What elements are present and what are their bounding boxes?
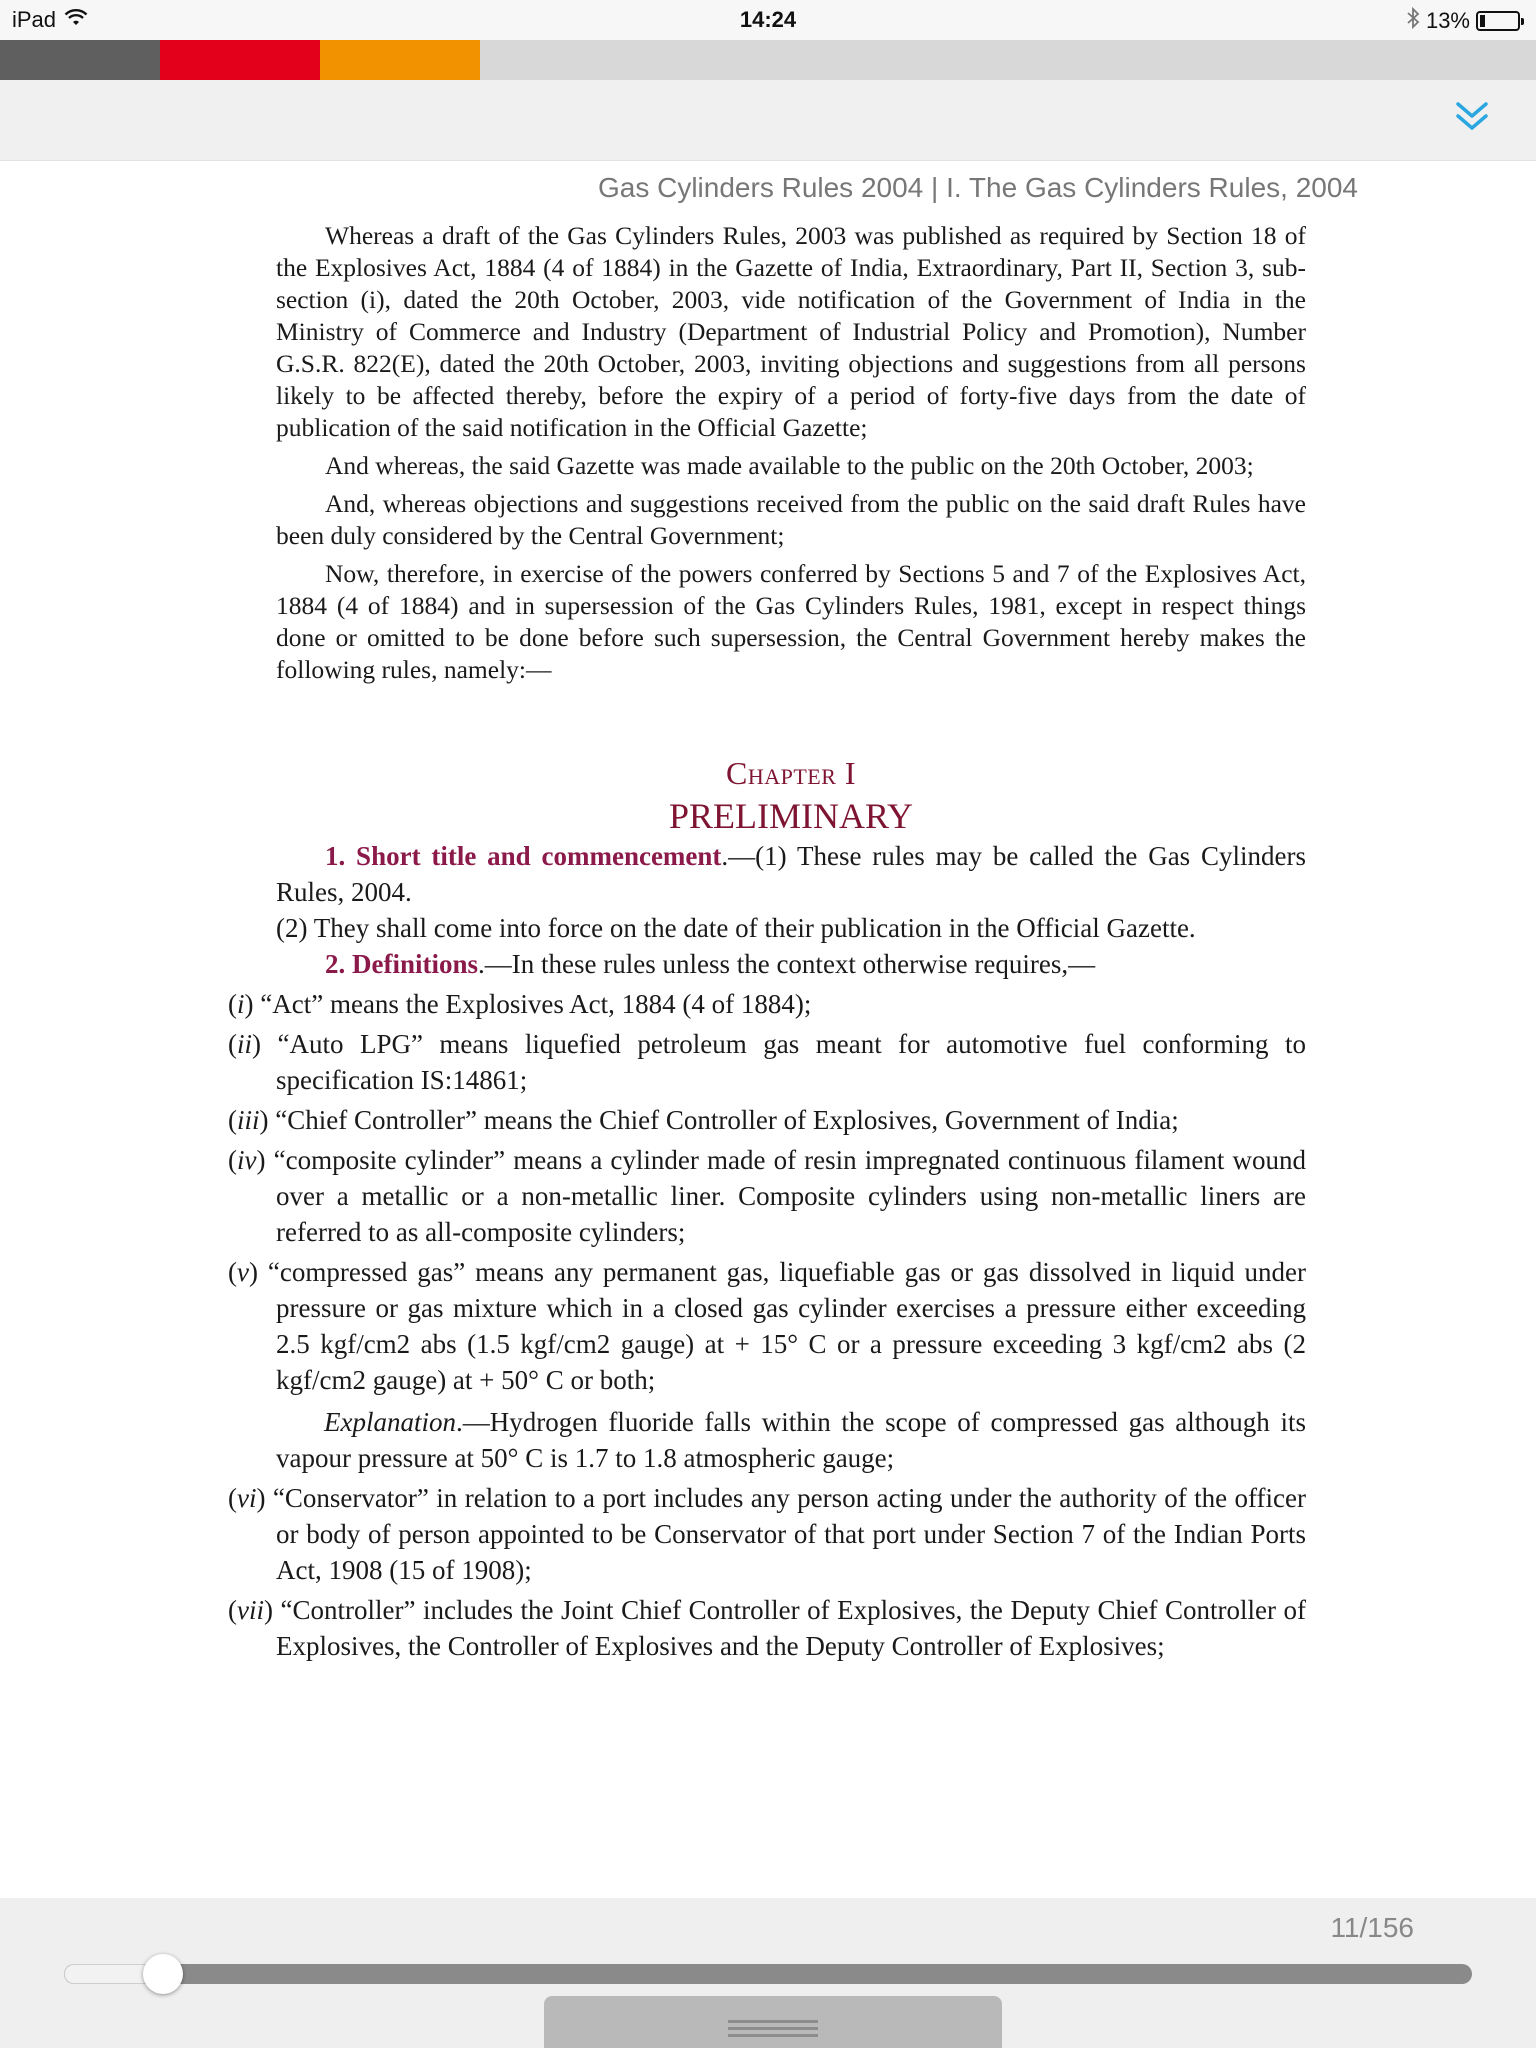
rule-1-text: .—(1) These rules may be called the Gas Cylinders Rules, 2004. bbox=[276, 841, 1306, 907]
chapter-label: Chapter I bbox=[725, 755, 857, 791]
definition-text: “Auto LPG” means liquefied petroleum gas meant for automotive fuel conforming to specification IS:14861; bbox=[261, 1029, 1306, 1095]
page-slider-thumb[interactable] bbox=[143, 1954, 183, 1994]
rule-2-text: .—In these rules unless the context otherwise requires,— bbox=[478, 949, 1096, 979]
definition-item: (iv) “composite cylinder” means a cylinder made of resin impregnated continuous filament wound over a metallic or a non-metallic liner. Composite cylinders using non-metallic liners are referred to as all-composite cylinders; bbox=[228, 1145, 1306, 1247]
chapter-title: PRELIMINARY bbox=[668, 796, 914, 836]
preamble-paragraph-1: Whereas a draft of the Gas Cylinders Rules, 2003 was published as required by Section 18 of the Explosives Act, 1884 (4 of 1884) in the Gazette of India, Extraordinary, Part II, Section 3, sub-section (i), dated the 20th October, 2003, vide notification of the Government of India in the Ministry of Commerce and Industry (Department of Industrial Policy and Promotion), Number G.S.R. 822(E), dated the 20th October, 2003, inviting objections and suggestions from all persons likely to be affected thereby, before the expiry of a period of forty-five days from the date of publication of the said notification in the Official Gazette; bbox=[276, 221, 1306, 442]
definition-text: “Conservator” in relation to a port includes any person acting under the authority of the officer or body of person appointed to be Conservator of that port under Section 7 of the Indian Ports Act, 1908 (15 of 1908); bbox=[265, 1483, 1306, 1585]
strip-segment-gray bbox=[0, 40, 160, 80]
battery-level bbox=[1480, 15, 1485, 27]
grip-line bbox=[728, 2020, 818, 2023]
definition-text: “compressed gas” means any permanent gas, liquefiable gas or gas dissolved in liquid under pressure or gas mixture which in a closed gas cylinder exercises a pressure either exceeding 2.5 kgf/cm2 abs (1.5 kgf/cm2 gauge) at + 15° C or a pressure exceeding 3 kgf/cm2 abs (2 kgf/cm2 gauge) at + 50° C or both; bbox=[257, 1257, 1306, 1395]
drawer-handle[interactable] bbox=[544, 1996, 1002, 2048]
battery-percent: 13% bbox=[1425, 8, 1470, 33]
strip-segment-orange bbox=[320, 40, 480, 80]
definition-item: (vi) “Conservator” in relation to a port includes any person acting under the authority of the officer or body of person appointed to be Conservator of that port under Section 7 of the Indian Ports Act, 1908 (15 of 1908); bbox=[228, 1483, 1306, 1585]
bluetooth-icon bbox=[1406, 7, 1420, 35]
page-indicator: 11/156 bbox=[1330, 1912, 1414, 1943]
definition-number: ii bbox=[237, 1029, 253, 1059]
rule-1-subsection-2: (2) They shall come into force on the date of their publication in the Official Gazette. bbox=[276, 913, 1196, 943]
rule-1-title: 1. Short title and commencement bbox=[325, 841, 722, 871]
definition-text: “composite cylinder” means a cylinder made of resin impregnated continuous filament wound over a metallic or a non-metallic liner. Composite cylinders using non-metallic liners are referred to as all-composite cylinders; bbox=[265, 1145, 1306, 1247]
strip-segment-red bbox=[160, 40, 320, 80]
double-chevron-down-icon[interactable] bbox=[1448, 92, 1496, 140]
definition-number: v bbox=[237, 1257, 249, 1287]
grip-line bbox=[728, 2027, 818, 2030]
rule-2 bbox=[276, 946, 1306, 982]
rule-2-title: 2. Definitions bbox=[325, 949, 479, 979]
definition-text: “Controller” includes the Joint Chief Controller of Explosives, the Deputy Chief Controller of Explosives, the Controller of Explosives and the Deputy Controller of Explosives; bbox=[273, 1595, 1306, 1661]
rule-1 bbox=[276, 838, 1306, 910]
definition-item: (ii) “Auto LPG” means liquefied petroleum gas meant for automotive fuel conforming to specification IS:14861; bbox=[228, 1029, 1306, 1095]
definition-number: vi bbox=[237, 1483, 257, 1513]
definition-item: (i) “Act” means the Explosives Act, 1884 (4 of 1884); bbox=[228, 989, 812, 1019]
reader-toolbar bbox=[0, 80, 1536, 161]
device-name: iPad bbox=[12, 7, 57, 32]
definition-number: iii bbox=[237, 1105, 260, 1135]
explanation-text: .—Hydrogen fluoride falls within the scope of compressed gas although its vapour pressure at 50° C is 1.7 to 1.8 atmospheric gauge; bbox=[276, 1407, 1306, 1473]
definition-item: (vii) “Controller” includes the Joint Chief Controller of Explosives, the Deputy Chief Controller of Explosives, the Controller of Explosives and the Deputy Controller of Explosives; bbox=[228, 1595, 1306, 1661]
status-bar bbox=[0, 0, 1536, 40]
book-color-strip bbox=[0, 40, 1536, 80]
battery-icon bbox=[1476, 11, 1520, 31]
definition-number: vii bbox=[237, 1595, 264, 1625]
definition-item: (iii) “Chief Controller” means the Chief Controller of Explosives, Government of India; bbox=[228, 1105, 1179, 1135]
definition-text: “Chief Controller” means the Chief Controller of Explosives, Government of India; bbox=[268, 1105, 1179, 1135]
explanation bbox=[276, 1404, 1306, 1476]
preamble-paragraph-3: And, whereas objections and suggestions received from the public on the said draft Rules have been duly considered by the Central Government; bbox=[276, 489, 1306, 550]
definition-item: (v) “compressed gas” means any permanent gas, liquefiable gas or gas dissolved in liquid under pressure or gas mixture which in a closed gas cylinder exercises a pressure either exceeding 2.5 kgf/cm2 abs (1.5 kgf/cm2 gauge) at + 15° C or a pressure exceeding 3 kgf/cm2 abs (2 kgf/cm2 gauge) at + 50° C or both; bbox=[228, 1257, 1306, 1395]
definition-number: iv bbox=[237, 1145, 257, 1175]
chapter-heading bbox=[276, 752, 1306, 838]
grip-line bbox=[728, 2034, 818, 2037]
page-slider[interactable] bbox=[64, 1964, 1472, 1984]
status-right bbox=[1406, 7, 1520, 35]
document-content bbox=[228, 220, 1306, 1664]
definition-text: “Act” means the Explosives Act, 1884 (4 of 1884); bbox=[253, 989, 812, 1019]
definition-number: i bbox=[237, 989, 245, 1019]
preamble-paragraph-4: Now, therefore, in exercise of the powers conferred by Sections 5 and 7 of the Explosives Act, 1884 (4 of 1884) and in supersession of the Gas Cylinders Rules, 1981, except in respect things done or omitted to be done before such supersession, the Central Government hereby makes the following rules, namely:— bbox=[276, 559, 1306, 684]
reader-bottom-bar bbox=[0, 1898, 1536, 2048]
explanation-label: Explanation bbox=[324, 1407, 456, 1437]
page-running-header: Gas Cylinders Rules 2004 | I. The Gas Cylinders Rules, 2004 bbox=[597, 172, 1358, 203]
clock: 14:24 bbox=[739, 7, 797, 32]
preamble-paragraph-2: And whereas, the said Gazette was made available to the public on the 20th October, 2003; bbox=[325, 451, 1254, 480]
